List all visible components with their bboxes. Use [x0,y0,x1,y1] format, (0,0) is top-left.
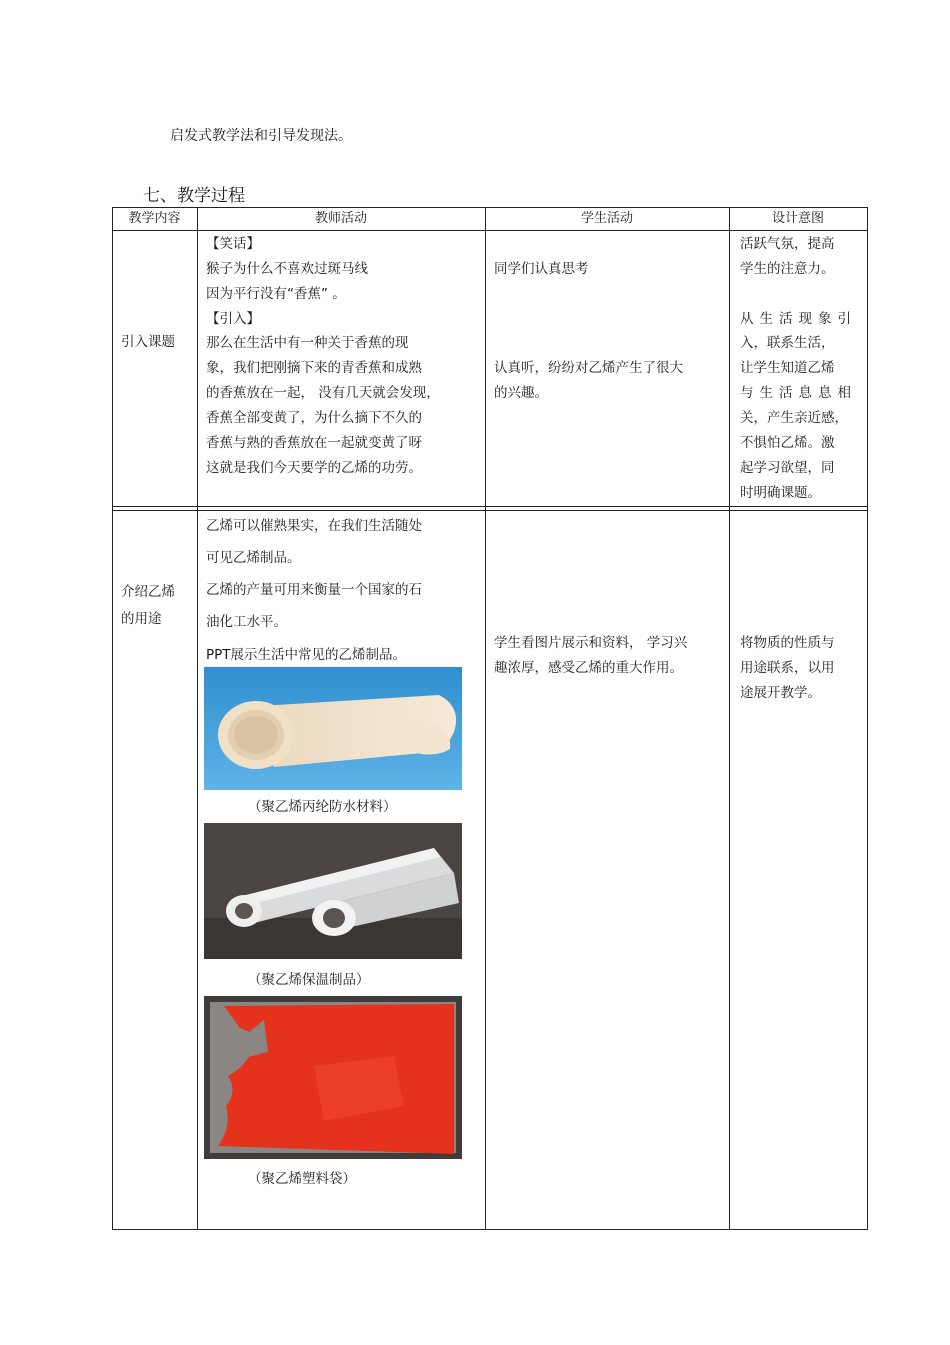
text-line: PPT展示生活中常见的乙烯制品。 [206,647,407,663]
text-line: 【笑话】 [206,236,260,252]
text-line: 香蕉与熟的香蕉放在一起就变黄了呀 [206,435,422,451]
text-line: 学生看图片展示和资料， 学习兴 [494,635,688,651]
section-heading: 七、教学过程 [143,186,245,206]
waterproof-material-image [204,667,462,790]
text-line: 可见乙烯制品。 [206,550,301,566]
text-line: 油化工水平。 [206,614,287,630]
table-border-right [867,207,868,1230]
table-border-left [112,207,113,1230]
text-line: 这就是我们今天要学的乙烯的功劳。 [206,460,422,476]
row-divider-inner [112,510,868,511]
text-line: 时明确课题。 [740,485,821,501]
plastic-bag-image [204,996,462,1159]
caption-waterproof: （聚乙烯丙纶防水材料） [248,799,397,815]
text-line: 与生活息息相 [740,385,857,401]
teaching-process-table [112,207,868,1230]
text-line: 香蕉全部变黄了，为什么摘下不久的 [206,410,422,426]
text-line: 那么在生活中有一种关于香蕉的现 [206,335,409,351]
text-line: 介绍乙烯 [121,584,175,600]
text-line: 从生活现象引 [740,311,857,327]
text-line: 【引入】 [206,311,260,327]
text-line: 将物质的性质与 [740,635,835,651]
header-content: 教学内容 [128,211,181,226]
text-line: 不惧怕乙烯。激 [740,435,835,451]
text-line: 的香蕉放在一起， 没有几天就会发现， [206,385,440,401]
row-divider [112,506,868,507]
text-line: 乙烯的产量可用来衡量一个国家的石 [206,582,422,598]
header-student: 学生活动 [580,211,633,226]
caption-insulation: （聚乙烯保温制品） [248,972,370,988]
text-line: 猴子为什么不喜欢过斑马线 [206,261,368,277]
text-line: 的兴趣。 [494,385,548,401]
insulation-products-image [204,823,462,959]
header-divider [112,230,868,231]
text-line: 起学习欲望，同 [740,460,835,476]
column-divider [197,207,198,1230]
text-line: 的用途 [121,611,162,627]
text-line: 途展开教学。 [740,685,821,701]
column-divider [485,207,486,1230]
text-line: 让学生知道乙烯 [740,360,835,376]
text-line: 学生的注意力。 [740,261,835,277]
text-line: 入，联系生活， [740,335,835,351]
text-line: 认真听，纷纷对乙烯产生了很大 [494,360,683,376]
text-line: 因为平行没有“香蕉” 。 [206,286,346,302]
text-line: 趣浓厚，感受乙烯的重大作用。 [494,660,683,676]
text-line: 用途联系，以用 [740,660,835,676]
row1-student-think: 同学们认真思考 [494,261,589,277]
table-border-bottom [112,1229,868,1230]
text-line: 关，产生亲近感， [740,410,848,426]
caption-plastic-bag: （聚乙烯塑料袋） [248,1171,356,1187]
header-teacher: 教师活动 [314,211,367,226]
teaching-method-text: 启发式教学法和引导发现法。 [170,128,352,144]
text-line: 象，我们把刚摘下来的青香蕉和成熟 [206,360,422,376]
row1-content: 引入课题 [121,334,175,350]
column-divider [729,207,730,1230]
text-line: 活跃气氛，提高 [740,236,835,252]
header-intent: 设计意图 [771,211,824,226]
text-line: 乙烯可以催熟果实，在我们生活随处 [206,518,422,534]
